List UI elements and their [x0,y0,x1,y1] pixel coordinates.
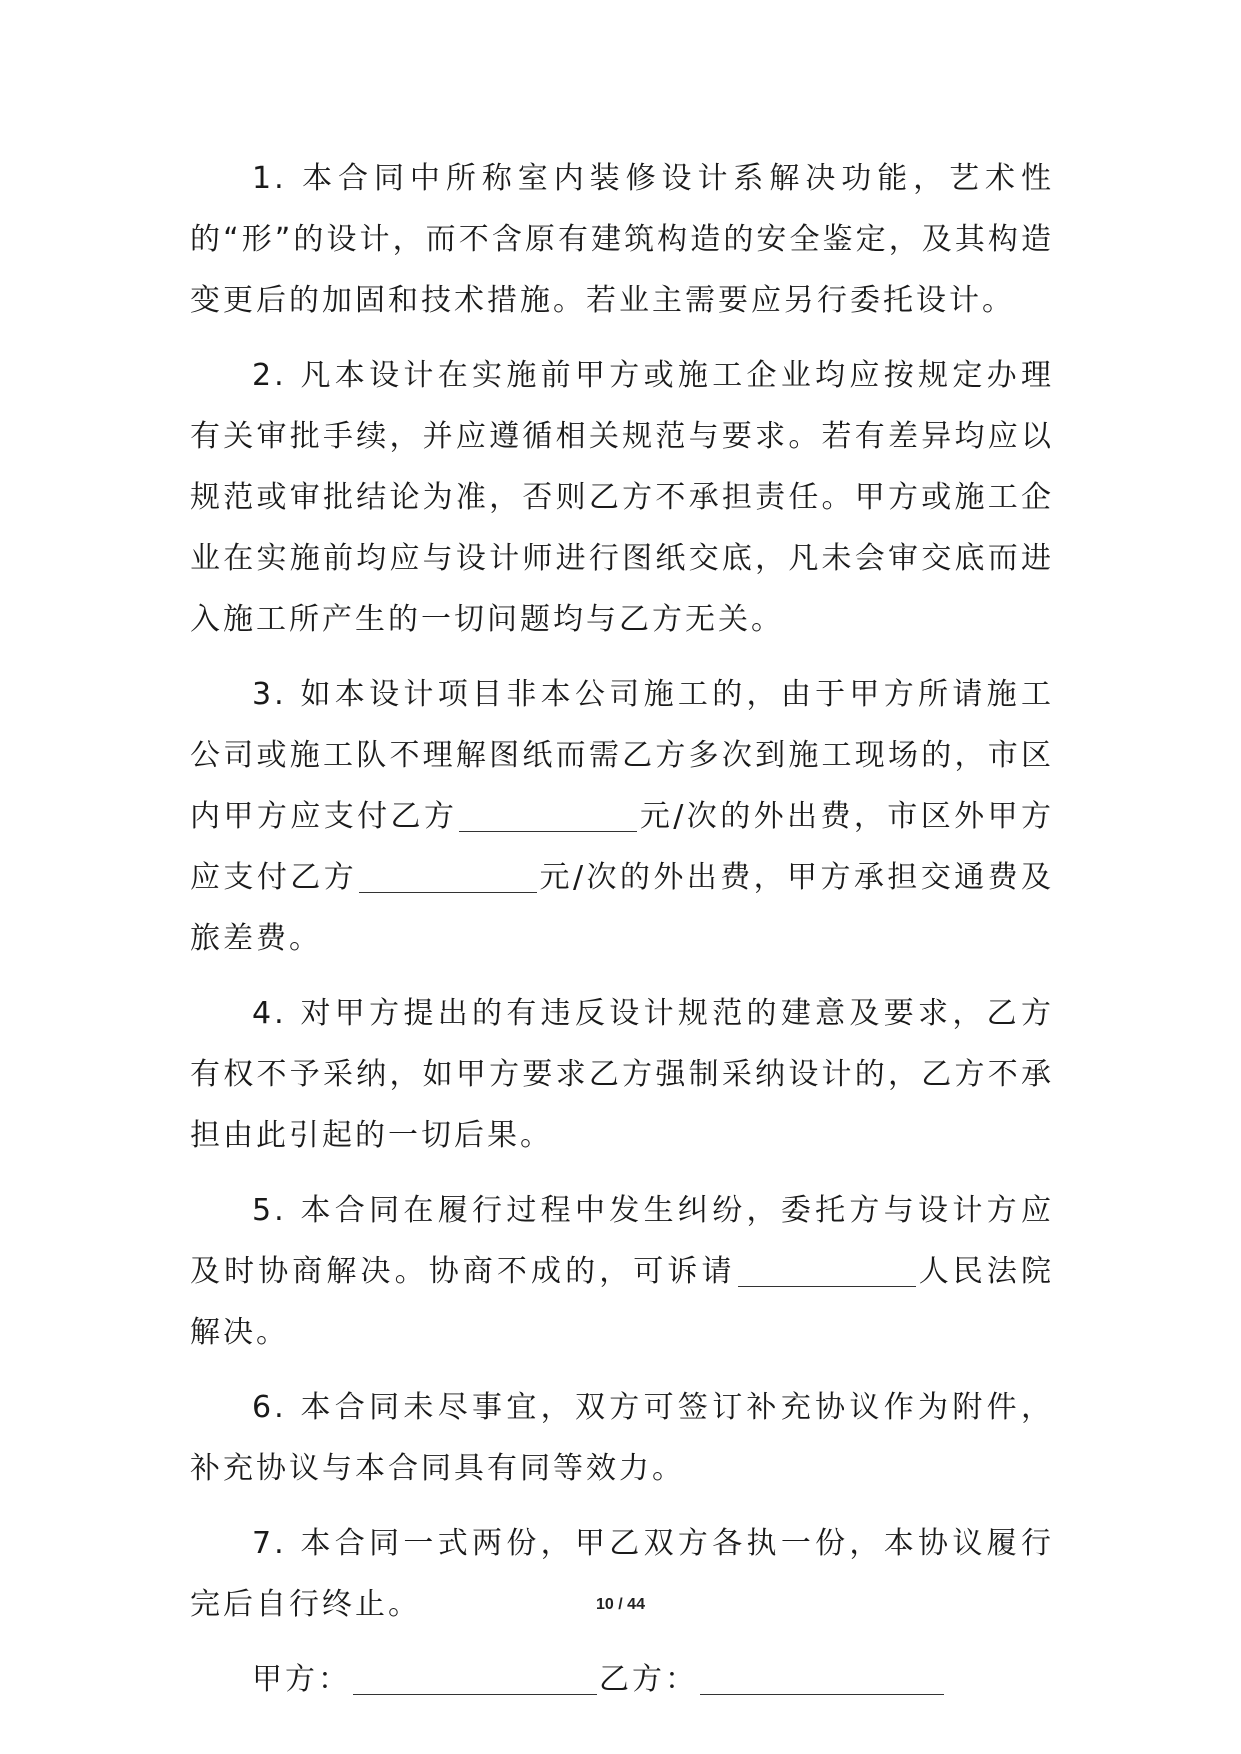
contract-body [190,148,1054,1710]
party-b-label: 乙方： [599,1662,698,1697]
clause-5-text-part2: 人民法院解决。 [190,1254,1055,1350]
clause-4 [190,983,1054,1166]
party-b-signature-blank [700,1658,944,1695]
clause-7 [190,1513,1054,1635]
clause-4-text: 4. 对甲方提出的有违反设计规范的建意及要求，乙方有权不予采纳，如甲方要求乙方强制采纳设计的，乙方不承担由此引起的一切后果。 [190,996,1054,1153]
clause-1 [190,148,1054,331]
clause-7-text: 7. 本合同一式两份，甲乙双方各执一份，本协议履行完后自行终止。 [190,1526,1054,1622]
party-a-signature-blank [353,1658,597,1695]
clause-5-text-part1: 5. 本合同在履行过程中发生纠纷，委托方与设计方应及时协商解决。协商不成的，可诉请 [190,1193,1054,1289]
party-a-label: 甲方： [252,1662,351,1697]
clause-1-text: 1. 本合同中所称室内装修设计系解决功能，艺术性的“形”的设计，而不含原有建筑构造的安全鉴定，及其构造变更后的加固和技术措施。若业主需要应另行委托设计。 [190,161,1054,318]
clause-2-text: 2. 凡本设计在实施前甲方或施工企业均应按规定办理有关审批手续，并应遵循相关规范与要求。若有差异均应以规范或审批结论为准，否则乙方不承担责任。甲方或施工企业在实施前均应与设计师进行图纸交底，凡未会审交底而进入施工所产生的一切问题均与乙方无关。 [190,358,1054,637]
clause-2 [190,345,1054,650]
page-number: 10 / 44 [596,1596,645,1613]
signature-line [190,1649,1054,1710]
urban-fee-blank [459,795,637,832]
clause-5 [190,1180,1054,1363]
clause-3-text-part3: 元/次的外出费，甲方承担交通费及旅差费。 [190,860,1055,956]
clause-3-text-part2: 元/次的外出费，市区外甲方应支付乙方 [190,799,1055,895]
clause-6-text: 6. 本合同未尽事宜，双方可签订补充协议作为附件，补充协议与本合同具有同等效力。 [190,1390,1054,1486]
clause-6 [190,1377,1054,1499]
clause-3-text-part1: 3. 如本设计项目非本公司施工的，由于甲方所请施工公司或施工队不理解图纸而需乙方多次到施工现场的，市区内甲方应支付乙方 [190,677,1054,834]
suburban-fee-blank [359,856,537,893]
court-name-blank [738,1250,916,1287]
clause-3 [190,664,1054,969]
